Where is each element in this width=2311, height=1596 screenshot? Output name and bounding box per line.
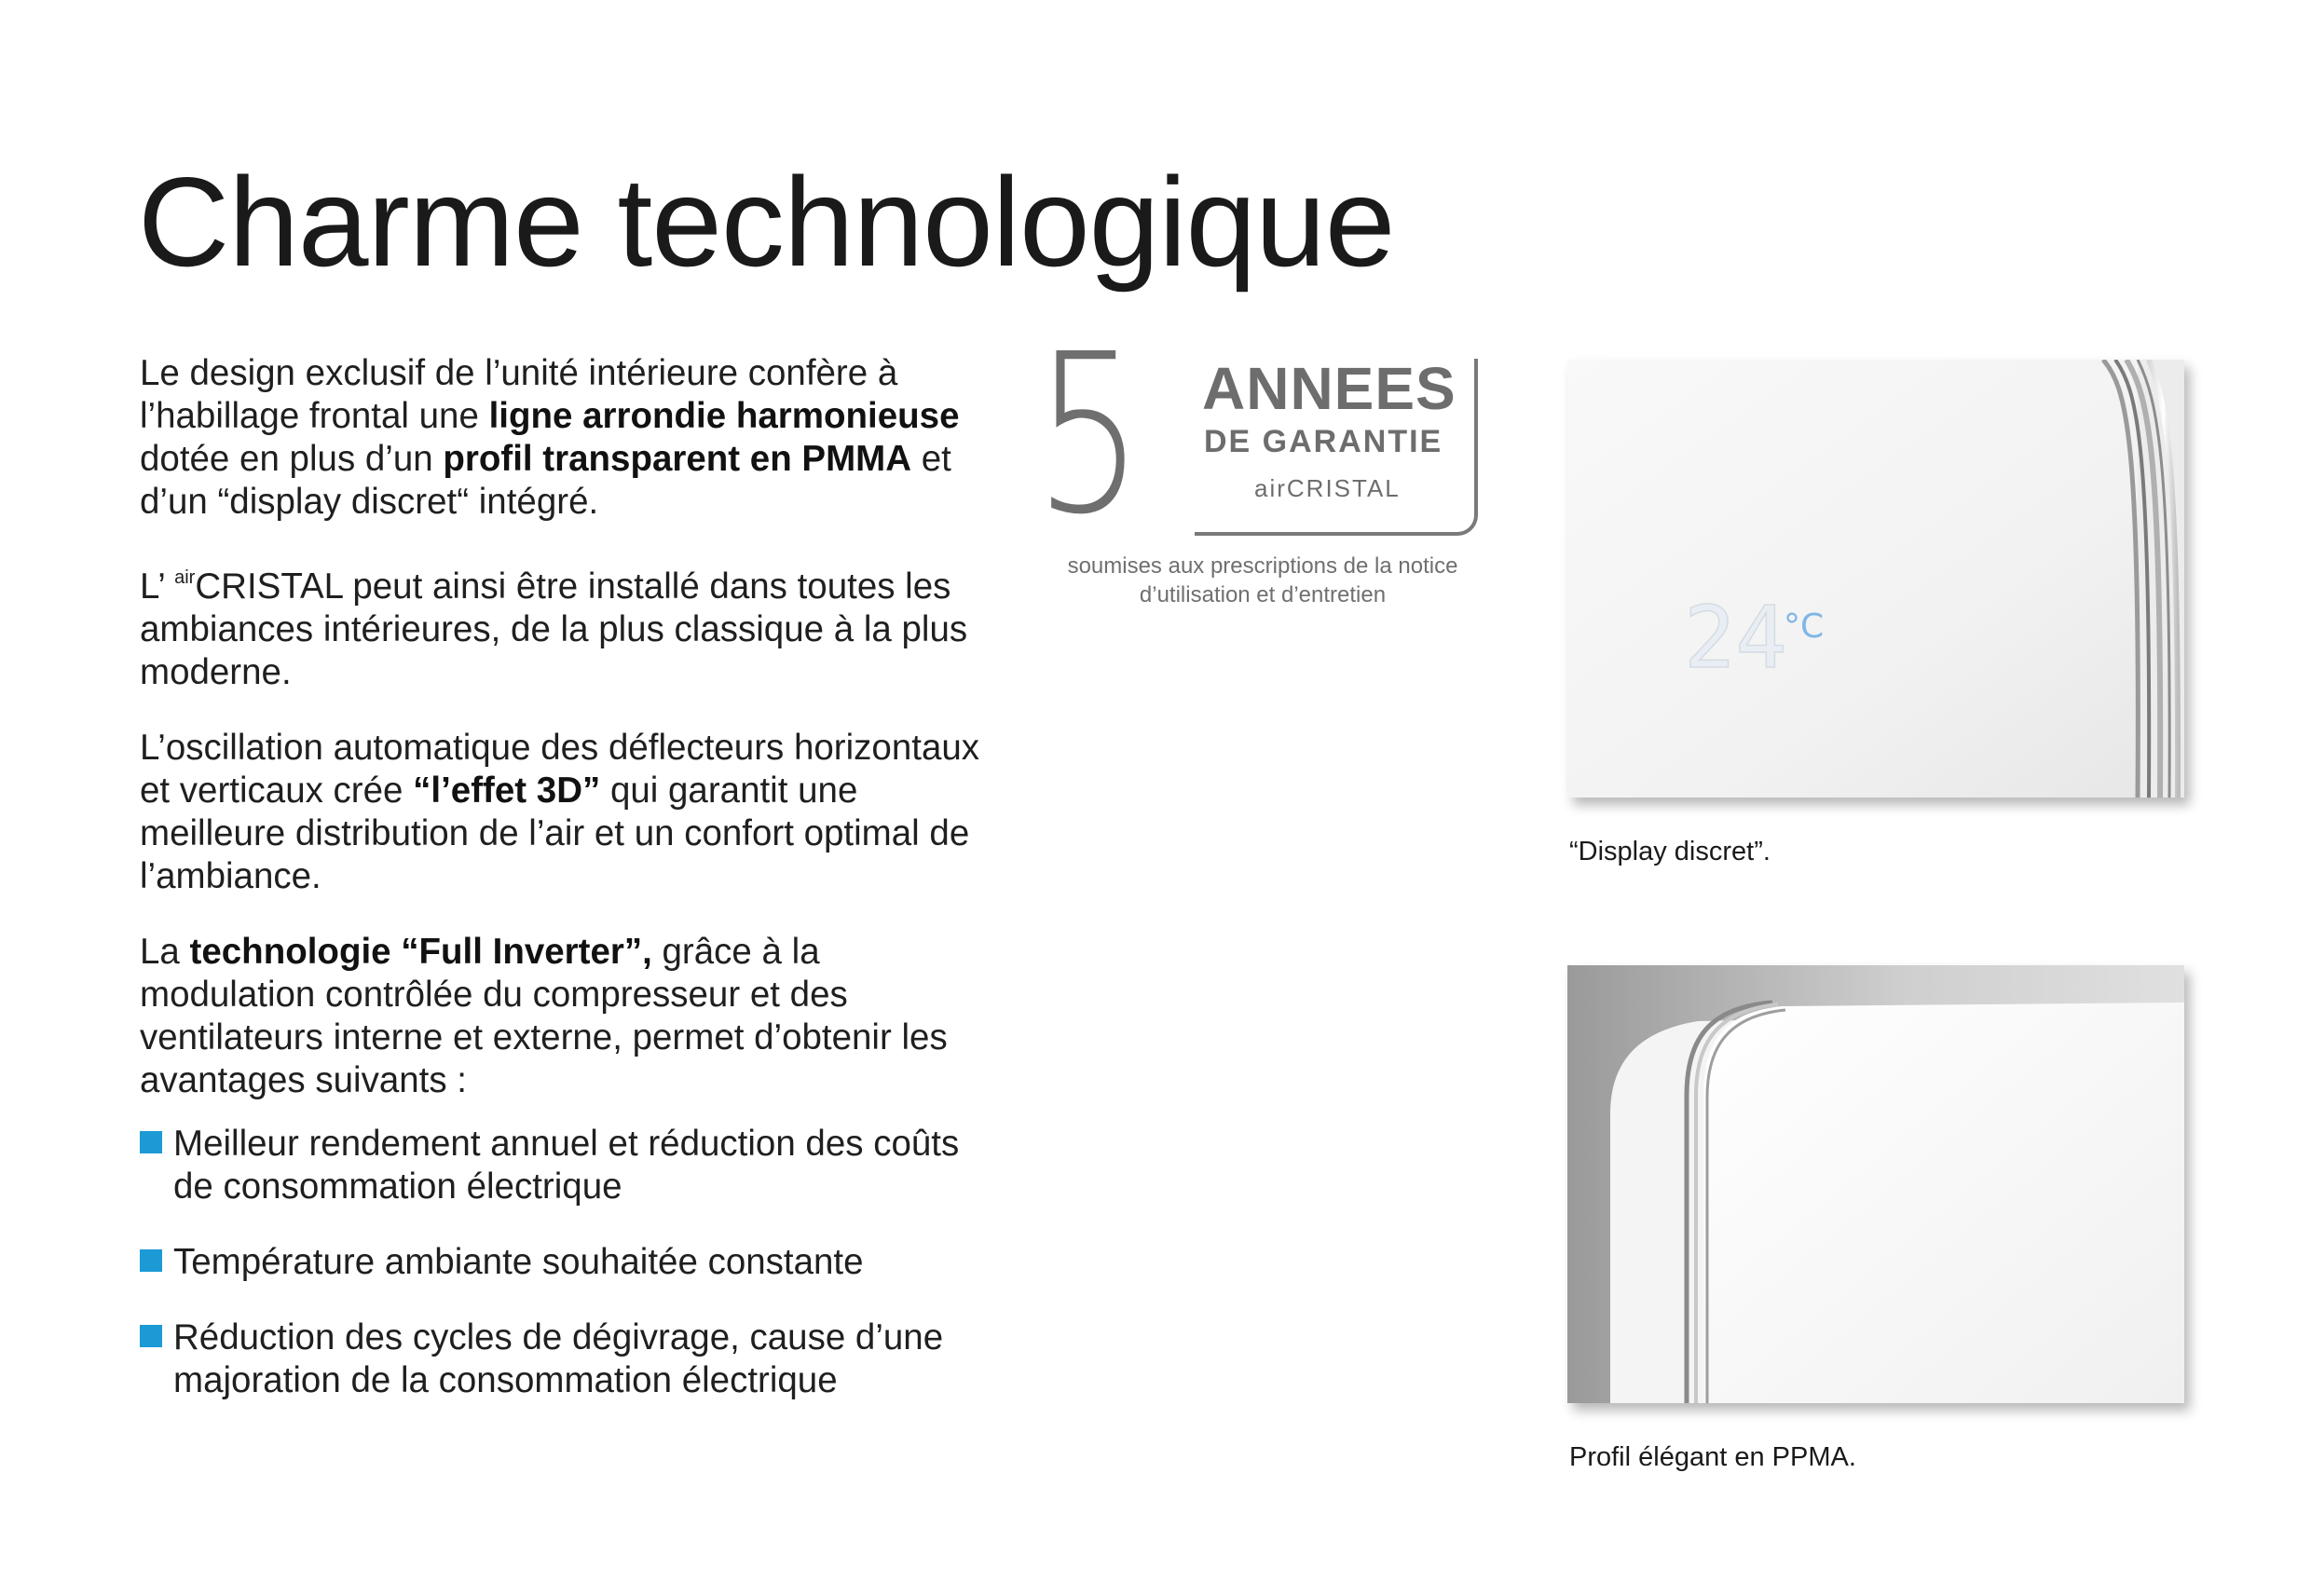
install-brand-sup: air — [174, 567, 196, 588]
bullet-square-icon — [140, 1249, 162, 1272]
warranty-brand: airCRISTAL — [1254, 474, 1401, 502]
intro-text-3: et d’un “display discret“ intégré. — [140, 439, 951, 522]
inverter-paragraph — [140, 931, 997, 1102]
advantages-list — [140, 1123, 997, 1402]
warranty-guarantee-label: DE GARANTIE — [1204, 424, 1443, 459]
display-unit: °C — [1784, 607, 1825, 646]
warranty-note: soumises aux prescriptions de la notice d’utilisation et d’entretien — [1067, 553, 1458, 607]
profile-illustration — [1567, 965, 2184, 1403]
oscillation-paragraph — [140, 727, 997, 898]
install-paragraph — [140, 556, 997, 694]
install-text: CRISTAL peut ainsi être installé dans toutes les ambiances intérieures, de la plus classique à la plus moderne. — [140, 566, 968, 692]
page-title: Charme technologique — [138, 151, 1395, 293]
warranty-years-label: ANNEES — [1202, 355, 1456, 422]
intro-text-2: dotée en plus d’un — [140, 439, 444, 479]
inverter-bold: technologie “Full Inverter”, — [189, 932, 652, 972]
body-text-column — [140, 352, 997, 1435]
warranty-badge — [1034, 307, 1491, 563]
intro-bold-2: profil transparent en PMMA — [443, 439, 912, 479]
display-caption: “Display discret”. — [1569, 837, 1771, 866]
profile-photo — [1567, 965, 2184, 1403]
intro-text-1: Le design exclusif de l’unité intérieure confère à l’habillage frontal une — [140, 353, 898, 436]
list-item — [140, 1241, 997, 1284]
list-item — [140, 1316, 997, 1402]
oscillation-text-1: L’oscillation automatique des déflecteurs horizontaux et verticaux crée — [140, 728, 980, 811]
inverter-text-2: grâce à la modulation contrôlée du compresseur et des ventilateurs interne et externe, permet d’obtenir les avantages suivants : — [140, 932, 948, 1100]
bullet-square-icon — [140, 1325, 162, 1347]
intro-bold-1: ligne arrondie harmonieuse — [488, 396, 960, 436]
warranty-number: 5 — [1034, 307, 1144, 563]
list-item — [140, 1123, 997, 1208]
intro-paragraph — [140, 352, 997, 524]
install-prefix: L’ — [140, 566, 175, 607]
bullet-text: Température ambiante souhaitée constante — [173, 1242, 864, 1282]
display-temperature: 24 — [1684, 588, 1787, 688]
inverter-text-1: La — [140, 932, 190, 972]
display-photo — [1567, 360, 2184, 798]
oscillation-text-2: qui garantit une meilleure distribution de l’air et un confort optimal de l’ambiance. — [140, 771, 970, 896]
bullet-text: Réduction des cycles de dégivrage, cause d’une majoration de la consommation électrique — [173, 1317, 944, 1400]
bullet-text: Meilleur rendement annuel et réduction des coûts de consommation électrique — [173, 1124, 960, 1207]
bullet-square-icon — [140, 1131, 162, 1153]
profile-caption: Profil élégant en PPMA. — [1569, 1442, 1856, 1472]
oscillation-bold: “l’effet 3D” — [413, 771, 601, 811]
display-unit-illustration — [1567, 360, 2184, 798]
